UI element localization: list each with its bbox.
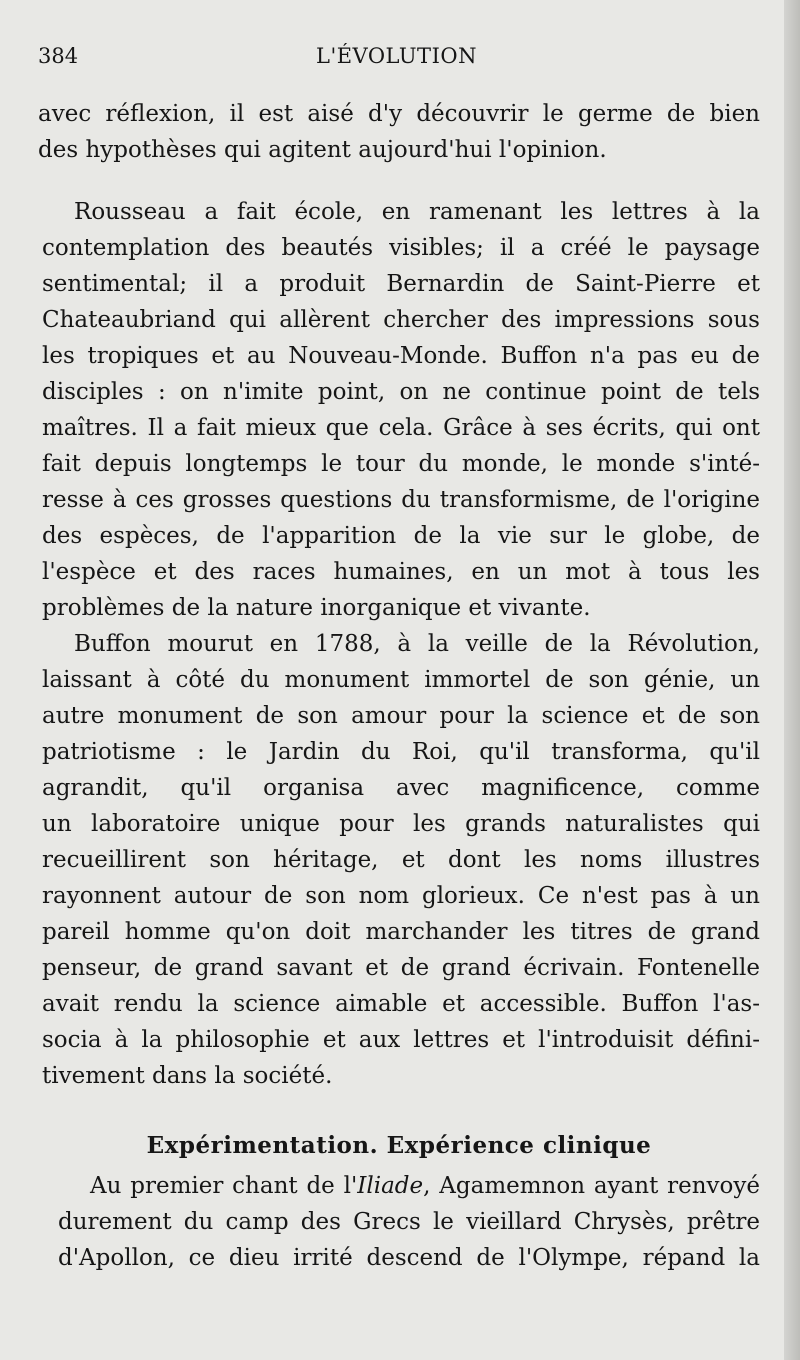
text-line: l'espèce et des races humaines, en un mot à tous les	[42, 559, 760, 585]
text-line: recueillirent son héritage, et dont les noms illustres	[42, 847, 760, 873]
section-heading: Expérimentation. Expérience clinique	[146, 1132, 652, 1159]
paragraph	[42, 626, 760, 1094]
text-line: Rousseau a fait école, en ramenant les lettres à la	[74, 199, 760, 225]
text-line: avait rendu la science aimable et accessible. Buffon l'as-	[42, 991, 760, 1017]
text-line: agrandit, qu'il organisa avec magnificence, comme	[42, 775, 760, 801]
paragraph	[58, 1168, 760, 1276]
page-edge-shadow	[784, 0, 800, 1360]
section-gap	[38, 1094, 760, 1128]
paragraph-gap	[38, 168, 760, 194]
page-number: 384	[38, 44, 79, 68]
text-line: autre monument de son amour pour la science et de son	[42, 703, 760, 729]
text-line: problèmes de la nature inorganique et vivante.	[42, 595, 591, 621]
text-line: patriotisme : le Jardin du Roi, qu'il transforma, qu'il	[42, 739, 760, 765]
text-line: contemplation des beautés visibles; il a créé le paysage	[42, 235, 760, 261]
text-line: resse à ces grosses questions du transformisme, de l'origine	[42, 487, 760, 513]
page-header	[38, 44, 760, 74]
text-line: Buffon mourut en 1788, à la veille de la Révolution,	[74, 631, 760, 657]
text-line	[58, 1168, 760, 1204]
text-line: avec réflexion, il est aisé d'y découvrir le germe de bien	[38, 101, 760, 127]
text-line: des hypothèses qui agitent aujourd'hui l'opinion.	[38, 137, 607, 163]
text-line: d'Apollon, ce dieu irrité descend de l'Olympe, répand la	[58, 1245, 760, 1271]
body-text	[38, 96, 760, 1276]
text-line: rayonnent autour de son nom glorieux. Ce n'est pas à un	[42, 883, 760, 909]
text-line: des espèces, de l'apparition de la vie sur le globe, de	[42, 523, 760, 549]
text-segment: Au premier chant de l'	[90, 1173, 358, 1199]
text-line: durement du camp des Grecs le vieillard Chrysès, prêtre	[58, 1209, 760, 1235]
text-line: un laboratoire unique pour les grands naturalistes qui	[42, 811, 760, 837]
paragraph	[42, 194, 760, 626]
text-segment: , Agamemnon ayant renvoyé	[423, 1173, 760, 1199]
running-title: L'ÉVOLUTION	[316, 44, 477, 68]
text-line: les tropiques et au Nouveau-Monde. Buffon n'a pas eu de	[42, 343, 760, 369]
text-line: tivement dans la société.	[42, 1063, 333, 1089]
text-line: sentimental; il a produit Bernardin de Saint-Pierre et	[42, 271, 760, 297]
paragraph	[38, 96, 760, 168]
text-line: maîtres. Il a fait mieux que cela. Grâce à ses écrits, qui ont	[42, 415, 760, 441]
text-line: Chateaubriand qui allèrent chercher des impressions sous	[42, 307, 760, 333]
italic-title: Iliade	[357, 1173, 424, 1199]
text-line: pareil homme qu'on doit marchander les titres de grand	[42, 919, 760, 945]
text-line: laissant à côté du monument immortel de son génie, un	[42, 667, 760, 693]
text-line: socia à la philosophie et aux lettres et l'introduisit défini-	[42, 1027, 760, 1053]
text-line: fait depuis longtemps le tour du monde, le monde s'inté-	[42, 451, 760, 477]
text-line: disciples : on n'imite point, on ne continue point de tels	[42, 379, 760, 405]
text-line: penseur, de grand savant et de grand écrivain. Fontenelle	[42, 955, 760, 981]
